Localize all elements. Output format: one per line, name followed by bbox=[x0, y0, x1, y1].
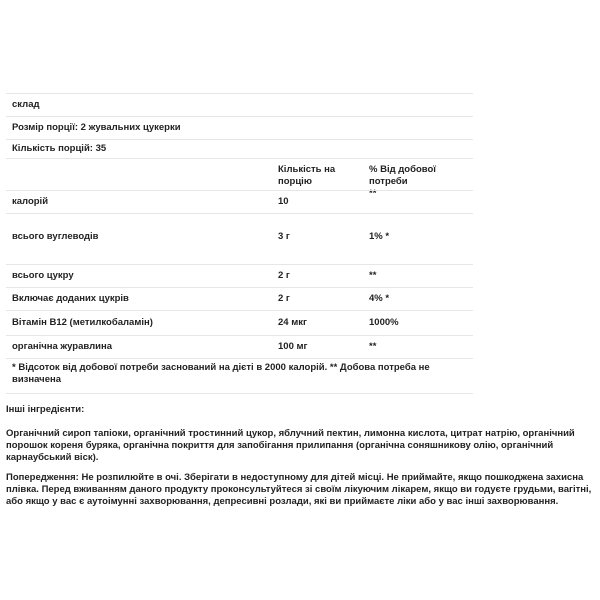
warning-section bbox=[6, 472, 596, 508]
other-ingredients-section bbox=[6, 404, 596, 464]
footnote-row bbox=[6, 358, 473, 394]
nutrient-dv: ** bbox=[369, 270, 377, 281]
nutrient-dv: ** bbox=[369, 341, 377, 352]
nutrient-amount: 3 г bbox=[278, 231, 290, 242]
amount-column-header: Кількість на порцію bbox=[278, 164, 336, 187]
serving-size-row bbox=[6, 116, 473, 139]
nutrient-amount: 2 г bbox=[278, 293, 290, 304]
nutrient-dv: 1% * bbox=[369, 231, 390, 242]
nutrient-amount: 100 мг bbox=[278, 341, 308, 352]
nutrient-name: всього цукру bbox=[12, 270, 74, 281]
other-ingredients-text: Органічний сироп тапіоки, органічний тростинний цукор, яблучний пектин, лимонна кислота, цитрат натрію, органічний порошок кореня буряка, органічна покриття для запобігання прилипання (органічна соняшникову олію, органічний карнаубський віск). bbox=[6, 428, 575, 463]
nutrient-dv: 1000% bbox=[369, 317, 399, 328]
servings-count: Кількість порцій: 35 bbox=[12, 143, 107, 154]
nutrient-name: всього вуглеводів bbox=[12, 231, 99, 242]
nutrient-row bbox=[6, 264, 473, 287]
warning-text: Попередження: Не розпилюйте в очі. Зберігати в недоступному для дітей місці. Не приймайте, якщо пошкоджена захисна плівка. Перед вживанням даного продукту проконсультуйтеся зі своїм лікуючим лікарем, якщо ви годуєте грудьми, вагітні, або якщо у вас є аутоімунні захворювання, депресивні розлади, які ви приймаєте ліки або у вас інші захворювання. bbox=[6, 472, 592, 507]
servings-count-row bbox=[6, 139, 473, 158]
serving-size: Розмір порції: 2 жувальних цукерки bbox=[12, 122, 181, 133]
nutrient-amount: 24 мкг bbox=[278, 317, 307, 328]
nutrient-amount: 10 bbox=[278, 196, 289, 207]
nutrient-row bbox=[6, 213, 473, 264]
nutrient-row bbox=[6, 190, 473, 213]
panel-header: склад bbox=[12, 99, 40, 110]
supplement-facts-panel bbox=[6, 93, 473, 394]
dv-column-header-line1: % Від добової потреби bbox=[369, 164, 436, 187]
nutrient-row bbox=[6, 287, 473, 310]
nutrient-dv: 4% * bbox=[369, 293, 390, 304]
nutrient-name: калорій bbox=[12, 196, 49, 207]
nutrient-row bbox=[6, 335, 473, 358]
nutrient-name: Включає доданих цукрів bbox=[12, 293, 129, 304]
panel-header-row bbox=[6, 93, 473, 116]
panel-footnote: * Відсоток від добової потреби заснований на дієті в 2000 калорій. ** Добова потреба не визначена bbox=[12, 362, 430, 385]
nutrient-name: Вітамін B12 (метилкобаламін) bbox=[12, 317, 153, 328]
column-header-row bbox=[6, 158, 473, 199]
dv-column-header-line2: ** bbox=[369, 188, 377, 199]
nutrient-name: органічна журавлина bbox=[12, 341, 112, 352]
nutrient-amount: 2 г bbox=[278, 270, 290, 281]
nutrient-row bbox=[6, 310, 473, 335]
other-ingredients-heading: Інші інгредієнти: bbox=[6, 404, 85, 415]
